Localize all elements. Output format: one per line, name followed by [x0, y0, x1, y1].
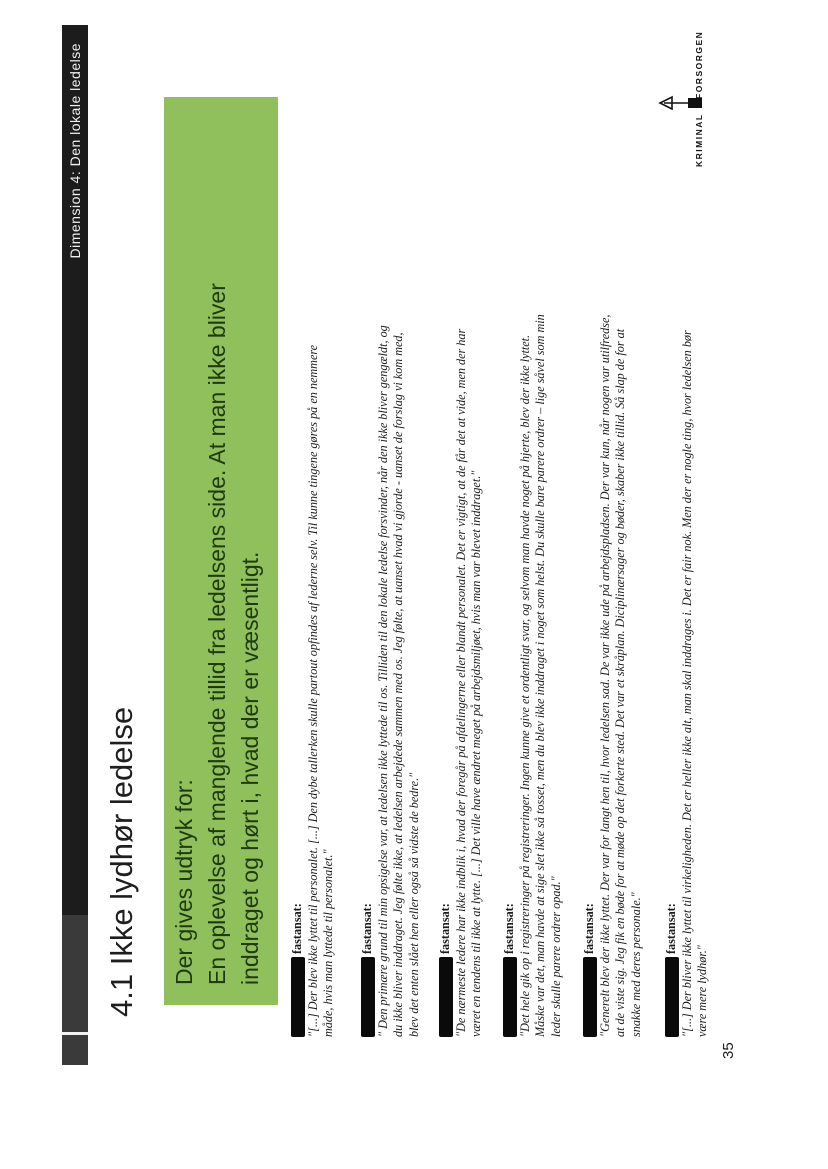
quote-line: du ikke bliver inddraget. Jeg følte ikke, at ledelsen arbejdede sammen med os. Jeg følte, at uanset hvad vi gjorde - uanset de forslag vi kom med, [391, 332, 406, 1037]
logo-text-left: KRIMINAL [694, 113, 704, 167]
intro-line-1: Der gives udtryk for: [171, 779, 197, 985]
intro-highlight-box [164, 97, 278, 1005]
slide-heading: 4.1 Ikke lydhør ledelse [104, 706, 139, 1017]
intro-line-3: inddraget og hørt i, hvad der er væsentligt. [237, 551, 263, 985]
header-bar-accent [62, 915, 88, 1065]
redacted-name [503, 957, 517, 1037]
quote-label [438, 77, 454, 1037]
header-bar [62, 25, 88, 1065]
header-bar-marker [62, 1032, 88, 1035]
redacted-name [291, 957, 305, 1037]
page-number: 35 [720, 1042, 737, 1059]
quote-label [290, 77, 306, 1037]
logo-emblem-icon [658, 37, 718, 167]
quote-role: fastansat: [290, 903, 304, 954]
quote-role: fastansat: [502, 903, 516, 954]
quote-line: "Det hele gik op i registreringer på registreringer. Ingen kunne give et ordentligt svar, og selvom man havde noget på hjerte, blev der ikke lyttet. [517, 334, 532, 1037]
quote-label [664, 77, 680, 1037]
redacted-name [361, 957, 375, 1037]
quote-role: fastansat: [360, 903, 374, 954]
intro-line-2: En oplevelse af manglende tillid fra ledelsens side. At man ikke bliver [204, 283, 230, 985]
quote-block [360, 77, 422, 1037]
quote-label [582, 77, 598, 1037]
quote-line: "[...] Der bliver ikke lyttet til virkeligheden. Det er heller ikke alt, man skal inddrages i. Det er fair nok. Men der er nogle ting, hvor ledelsen bør [679, 330, 694, 1037]
quote-label [502, 77, 518, 1037]
logo-text-right: FORSORGEN [694, 30, 704, 99]
slide [62, 25, 752, 1065]
quote-line: været en tendens til ikke at lytte. [...] Det ville have ændret meget på arbejdsmiljøet, hvis man var blevet inddraget." [469, 470, 484, 1037]
quote-label [360, 77, 376, 1037]
quote-block [582, 77, 644, 1037]
quote-line: "[...] Der blev ikke lyttet til personalet. [...] Den dybe tallerken skulle partout opfindes af lederne selv. Til kunne tingene gøres på en nemmere [305, 344, 320, 1037]
quote-line: være mere lydhør." [695, 945, 710, 1037]
quote-line: blev det enten slået hen eller også så vidste de bedre." [406, 772, 421, 1037]
redacted-name [665, 957, 679, 1037]
quote-line: måde, hvis man lyttede til personalet." [321, 849, 336, 1037]
quote-line: " Den primære grund til min opsigelse var, at ledelsen ikke lyttede til os. Tilliden til den lokale ledelse forsvinder, når den ikke bliver gengældt, og [375, 325, 390, 1037]
quote-line: leder skulle parere ordrer opad." [548, 876, 563, 1037]
quote-line: "De nærmeste ledere har ikke indblik i, hvad der foregår på afdelingerne eller blandt personalet. Det er vigtigt, at de får det at vide, men der har [453, 328, 468, 1037]
quote-block [664, 77, 711, 1037]
redacted-name [439, 957, 453, 1037]
quote-line: at de viste sig. Jeg fik en bøde for at møde op det forkerte sted. Det var et skråplan. Diciplinærsager og bøder, skaber ikke tillid. Så slap de for at [613, 328, 628, 1037]
quote-line: Måske var det, man havde at sige slet ikke så tosset, men du blev ikke inddraget i noget som helst. Du skulle bare parere ordrer – lige såvel som min [533, 314, 548, 1037]
quote-block [290, 77, 337, 1037]
quote-line: snakke med deres personale." [628, 892, 643, 1037]
kriminalforsorgen-logo [658, 30, 718, 167]
quote-role: fastansat: [438, 903, 452, 954]
quote-role: fastansat: [664, 903, 678, 954]
quote-block [502, 77, 564, 1037]
redacted-name [583, 957, 597, 1037]
quote-line: "Generelt blev der ikke lyttet. Der var for langt hen til, hvor ledelsen sad. De var ikke ude på arbejdspladsen. Der var kun, når nogen var utilfredse, [597, 314, 612, 1037]
section-title: Dimension 4: Den lokale ledelse [67, 43, 83, 259]
quote-block [438, 77, 485, 1037]
quote-role: fastansat: [582, 903, 596, 954]
